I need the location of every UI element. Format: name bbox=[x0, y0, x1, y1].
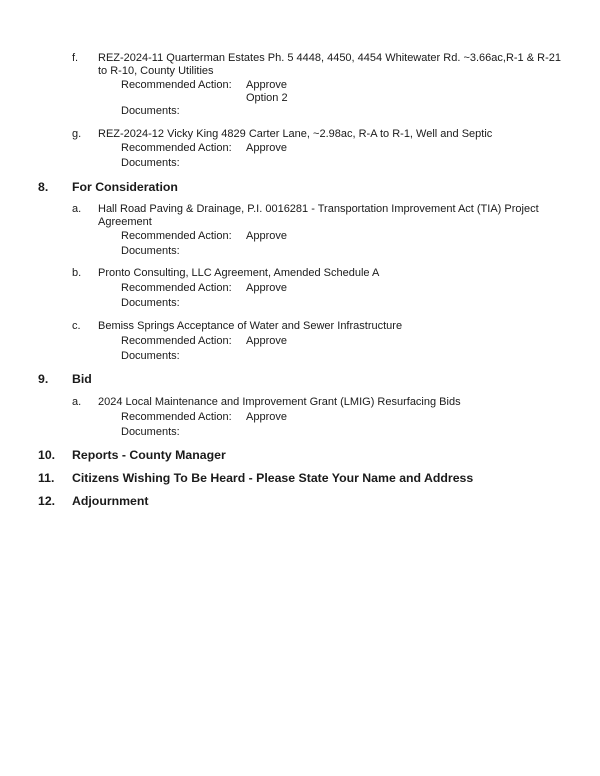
section-number: 12. bbox=[38, 494, 56, 508]
section-title: Bid bbox=[72, 372, 92, 386]
recommended-action-label: Recommended Action: bbox=[121, 142, 232, 154]
recommended-action-value: Approve bbox=[246, 230, 287, 242]
section-number: 8. bbox=[38, 180, 49, 194]
recommended-action-label: Recommended Action: bbox=[121, 230, 232, 242]
item-title: REZ-2024-12 Vicky King 4829 Carter Lane, ~2.98ac, R-A to R-1, Well and Septic bbox=[98, 128, 493, 140]
recommended-action-label: Recommended Action: bbox=[121, 335, 232, 347]
item-letter: a. bbox=[72, 396, 82, 408]
item-letter: f. bbox=[72, 52, 79, 64]
section-number: 11. bbox=[38, 471, 55, 485]
documents-label: Documents: bbox=[121, 245, 180, 257]
recommended-action-label: Recommended Action: bbox=[121, 411, 232, 423]
item-letter: b. bbox=[72, 267, 82, 279]
documents-label: Documents: bbox=[121, 157, 180, 169]
item-title: Hall Road Paving & Drainage, P.I. 0016281 - Transportation Improvement Act (TIA) Project bbox=[98, 203, 539, 215]
item-title: Bemiss Springs Acceptance of Water and Sewer Infrastructure bbox=[98, 320, 403, 332]
recommended-action-value: Approve bbox=[246, 411, 287, 423]
documents-label: Documents: bbox=[121, 350, 180, 362]
item-title-continued: to R-10, County Utilities bbox=[98, 65, 214, 77]
recommended-action-label: Recommended Action: bbox=[121, 282, 232, 294]
item-letter: g. bbox=[72, 128, 82, 140]
recommended-action-option: Option 2 bbox=[246, 92, 288, 104]
item-title-continued: Agreement bbox=[98, 216, 152, 228]
recommended-action-label: Recommended Action: bbox=[121, 79, 232, 91]
section-title: Adjournment bbox=[72, 494, 149, 508]
section-number: 10. bbox=[38, 448, 56, 462]
item-title: 2024 Local Maintenance and Improvement Grant (LMIG) Resurfacing Bids bbox=[98, 396, 461, 408]
item-letter: c. bbox=[72, 320, 81, 332]
recommended-action-value: Approve bbox=[246, 79, 287, 91]
item-letter: a. bbox=[72, 203, 82, 215]
documents-label: Documents: bbox=[121, 105, 180, 117]
section-title: Citizens Wishing To Be Heard - Please State Your Name and Address bbox=[72, 471, 474, 485]
recommended-action-value: Approve bbox=[246, 335, 287, 347]
section-title: Reports - County Manager bbox=[72, 448, 226, 462]
recommended-action-value: Approve bbox=[246, 142, 287, 154]
section-number: 9. bbox=[38, 372, 49, 386]
documents-label: Documents: bbox=[121, 426, 180, 438]
item-title: Pronto Consulting, LLC Agreement, Amended Schedule A bbox=[98, 267, 380, 279]
section-title: For Consideration bbox=[72, 180, 178, 194]
documents-label: Documents: bbox=[121, 297, 180, 309]
recommended-action-value: Approve bbox=[246, 282, 287, 294]
item-title: REZ-2024-11 Quarterman Estates Ph. 5 4448, 4450, 4454 Whitewater Rd. ~3.66ac,R-1 & R-21 bbox=[98, 52, 561, 64]
